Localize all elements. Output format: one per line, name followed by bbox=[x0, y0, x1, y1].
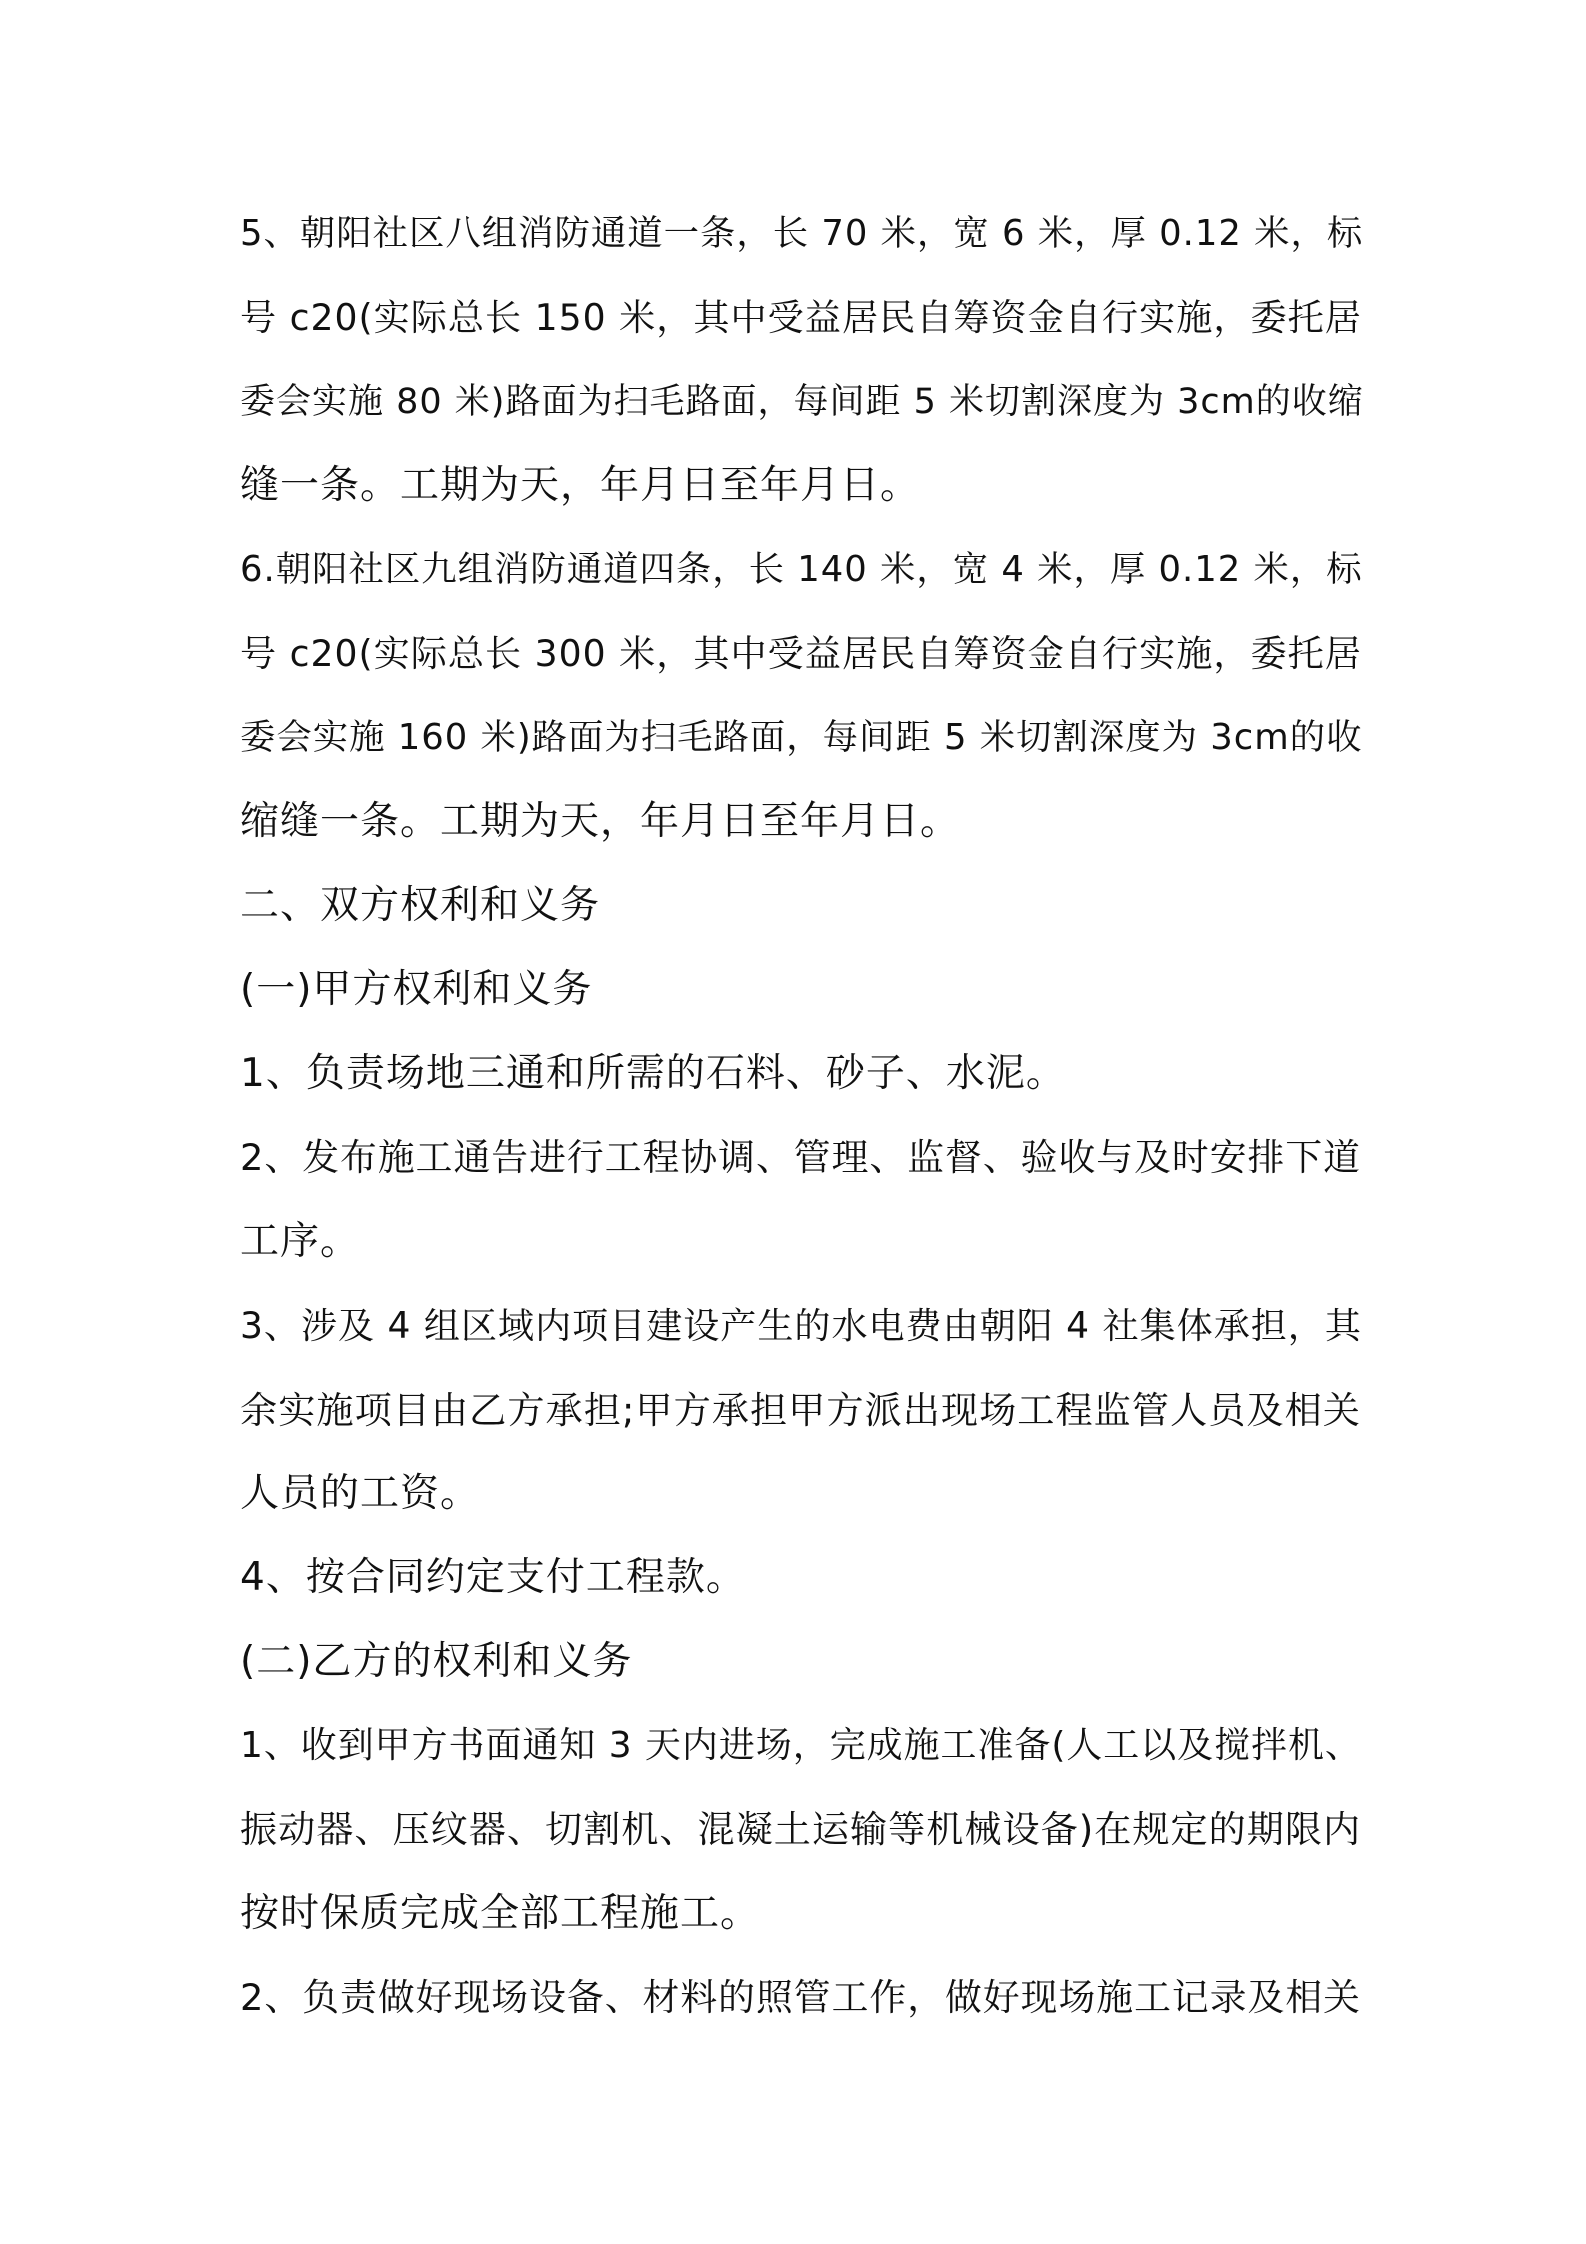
text-line: 人员的工资。 bbox=[240, 1471, 481, 1516]
document-body bbox=[240, 192, 1364, 2040]
text-line: 二、双方权利和义务 bbox=[240, 883, 601, 928]
paragraph bbox=[240, 1704, 1360, 1956]
text-line: (一)甲方权利和义务 bbox=[240, 967, 593, 1012]
paragraph bbox=[240, 528, 1363, 864]
text-line: 1、负责场地三通和所需的石料、砂子、水泥。 bbox=[240, 1051, 1066, 1096]
paragraph bbox=[240, 1956, 1360, 2040]
text-line: 3、涉及 4 组区域内项目建设产生的水电费由朝阳 4 社集体承担，其 bbox=[240, 1305, 1362, 1347]
paragraph bbox=[240, 1620, 1360, 1704]
paragraph bbox=[240, 948, 1360, 1032]
text-line: 工序。 bbox=[240, 1219, 361, 1264]
paragraph bbox=[240, 1284, 1360, 1536]
text-line: 5、朝阳社区八组消防通道一条，长 70 米，宽 6 米，厚 0.12 米，标 bbox=[240, 213, 1364, 254]
text-line: 号 c20(实际总长 150 米，其中受益居民自筹资金自行实施，委托居 bbox=[240, 296, 1362, 339]
paragraph bbox=[240, 864, 1360, 948]
text-line: 2、发布施工通告进行工程协调、管理、监督、验收与及时安排下道 bbox=[240, 1136, 1361, 1179]
text-line: 委会实施 80 米)路面为扫毛路面，每间距 5 米切割深度为 3cm的收缩 bbox=[240, 382, 1364, 422]
paragraph bbox=[240, 192, 1364, 528]
text-line: 余实施项目由乙方承担;甲方承担甲方派出现场工程监管人员及相关 bbox=[240, 1388, 1361, 1432]
text-line: 6.朝阳社区九组消防通道四条，长 140 米，宽 4 米，厚 0.12 米，标 bbox=[240, 549, 1363, 590]
text-line: 2、负责做好现场设备、材料的照管工作，做好现场施工记录及相关 bbox=[240, 1976, 1361, 2019]
paragraph bbox=[240, 1536, 1360, 1620]
text-line: 振动器、压纹器、切割机、混凝土运输等机械设备)在规定的期限内 bbox=[240, 1808, 1362, 1851]
text-line: (二)乙方的权利和义务 bbox=[240, 1639, 633, 1684]
text-line: 按时保质完成全部工程施工。 bbox=[240, 1891, 761, 1936]
text-line: 1、收到甲方书面通知 3 天内进场，完成施工准备(人工以及搅拌机、 bbox=[240, 1725, 1362, 1766]
paragraph bbox=[240, 1032, 1360, 1116]
text-line: 委会实施 160 米)路面为扫毛路面，每间距 5 米切割深度为 3cm的收 bbox=[240, 717, 1363, 758]
paragraph bbox=[240, 1116, 1360, 1284]
text-line: 号 c20(实际总长 300 米，其中受益居民自筹资金自行实施，委托居 bbox=[240, 632, 1362, 675]
text-line: 缝一条。工期为天，年月日至年月日。 bbox=[240, 463, 921, 508]
text-line: 缩缝一条。工期为天，年月日至年月日。 bbox=[240, 799, 961, 844]
text-line: 4、按合同约定支付工程款。 bbox=[240, 1555, 746, 1600]
